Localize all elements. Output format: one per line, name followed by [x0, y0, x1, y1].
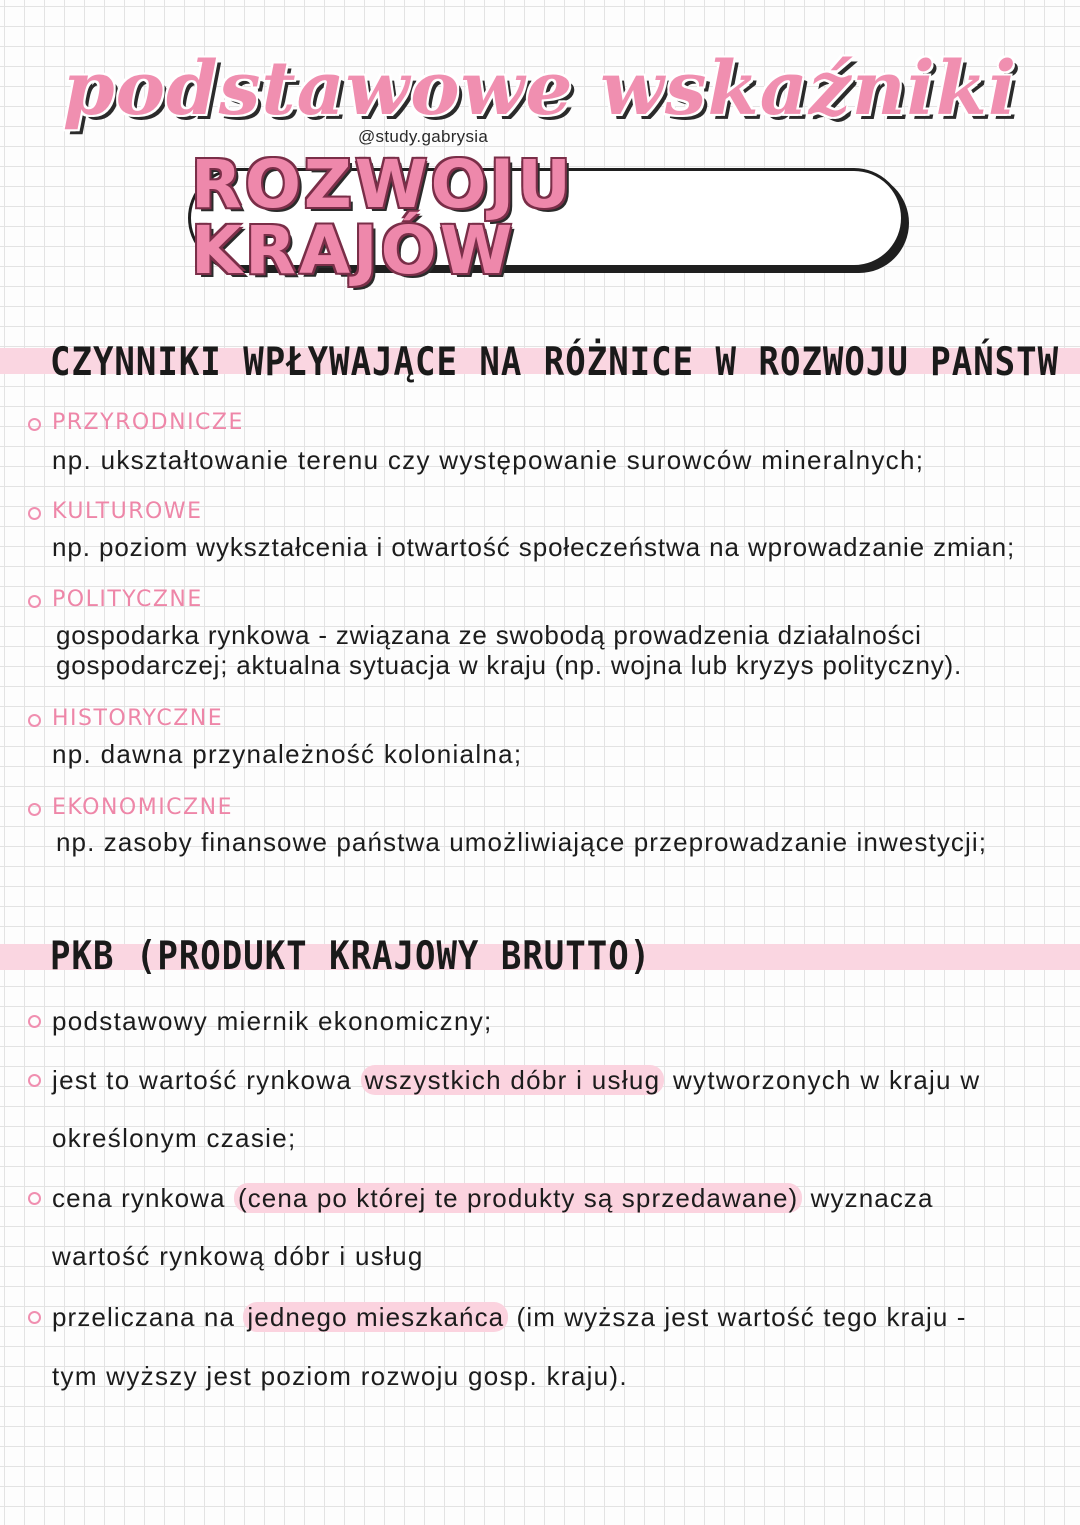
bullet-icon [28, 418, 41, 431]
pkb-point-2-line-2: określonym czasie; [52, 1123, 297, 1153]
pkb-point-3-text-after: wyznacza [802, 1183, 934, 1213]
bullet-icon [28, 714, 41, 727]
pkb-point-4-line-1 [52, 1304, 966, 1330]
factor-label-polityczne: POLITYCZNE [52, 587, 203, 612]
pkb-heading: PKB (PRODUKT KRAJOWY BRUTTO) [50, 933, 652, 980]
pkb-point-4-line-2: tym wyższy jest poziom rozwoju gosp. kraju). [52, 1361, 628, 1391]
pkb-point-2-text: jest to wartość rynkowa [52, 1065, 361, 1095]
page-title-box [188, 146, 904, 289]
bullet-icon [28, 507, 41, 520]
factors-heading: CZYNNIKI WPŁYWAJĄCE NA RÓŻNICE W ROZWOJU PAŃSTW [50, 339, 1060, 386]
pkb-point-3-line-1 [52, 1185, 934, 1211]
bullet-icon [28, 803, 41, 816]
bullet-icon [28, 1192, 41, 1205]
factor-label-przyrodnicze: PRZYRODNICZE [52, 410, 244, 435]
factor-label-kulturowe: KULTUROWE [52, 499, 203, 524]
pkb-point-2-highlight: wszystkich dóbr i usług [361, 1065, 665, 1095]
page-title-box-text: ROZWOJU KRAJÓW [191, 146, 574, 289]
pkb-point-2-text-after: wytworzonych w kraju w [664, 1065, 981, 1095]
factor-desc-kulturowe: np. poziom wykształcenia i otwartość społeczeństwa na wprowadzanie zmian; [52, 532, 1016, 562]
pkb-point-2-line-1 [52, 1067, 980, 1093]
author-watermark: @study.gabrysia [358, 127, 489, 146]
factor-desc-ekonomiczne: np. zasoby finansowe państwa umożliwiające przeprowadzanie inwestycji; [56, 827, 988, 857]
pkb-point-3-line-2: wartość rynkową dóbr i usług [52, 1241, 424, 1271]
pkb-point-4-text: przeliczana na [52, 1302, 244, 1332]
pkb-point-3-text: cena rynkowa [52, 1183, 234, 1213]
pkb-point-4-highlight: jednego mieszkańca [243, 1302, 508, 1332]
factor-label-historyczne: HISTORYCZNE [52, 706, 224, 731]
factor-label-ekonomiczne: EKONOMICZNE [52, 795, 233, 820]
factor-desc-historyczne: np. dawna przynależność kolonialna; [52, 739, 523, 769]
bullet-icon [28, 1015, 41, 1028]
pkb-point-3-highlight: (cena po której te produkty są sprzedawane) [234, 1183, 802, 1213]
pkb-point-1: podstawowy miernik ekonomiczny; [52, 1006, 493, 1036]
factor-desc-przyrodnicze: np. ukształtowanie terenu czy występowanie surowców mineralnych; [52, 445, 925, 475]
bullet-icon [28, 595, 41, 608]
factor-desc-polityczne: gospodarka rynkowa - związana ze swobodą prowadzenia działalności gospodarczej; aktualna sytuacja w kraju (np. wojna lub kryzys polityczny). [56, 620, 963, 680]
pkb-point-4-text-after: (im wyższa jest wartość tego kraju - [508, 1302, 967, 1332]
bullet-icon [28, 1074, 41, 1087]
page-title-script: podstawowe wskaźniki [62, 46, 1018, 132]
bullet-icon [28, 1311, 41, 1324]
